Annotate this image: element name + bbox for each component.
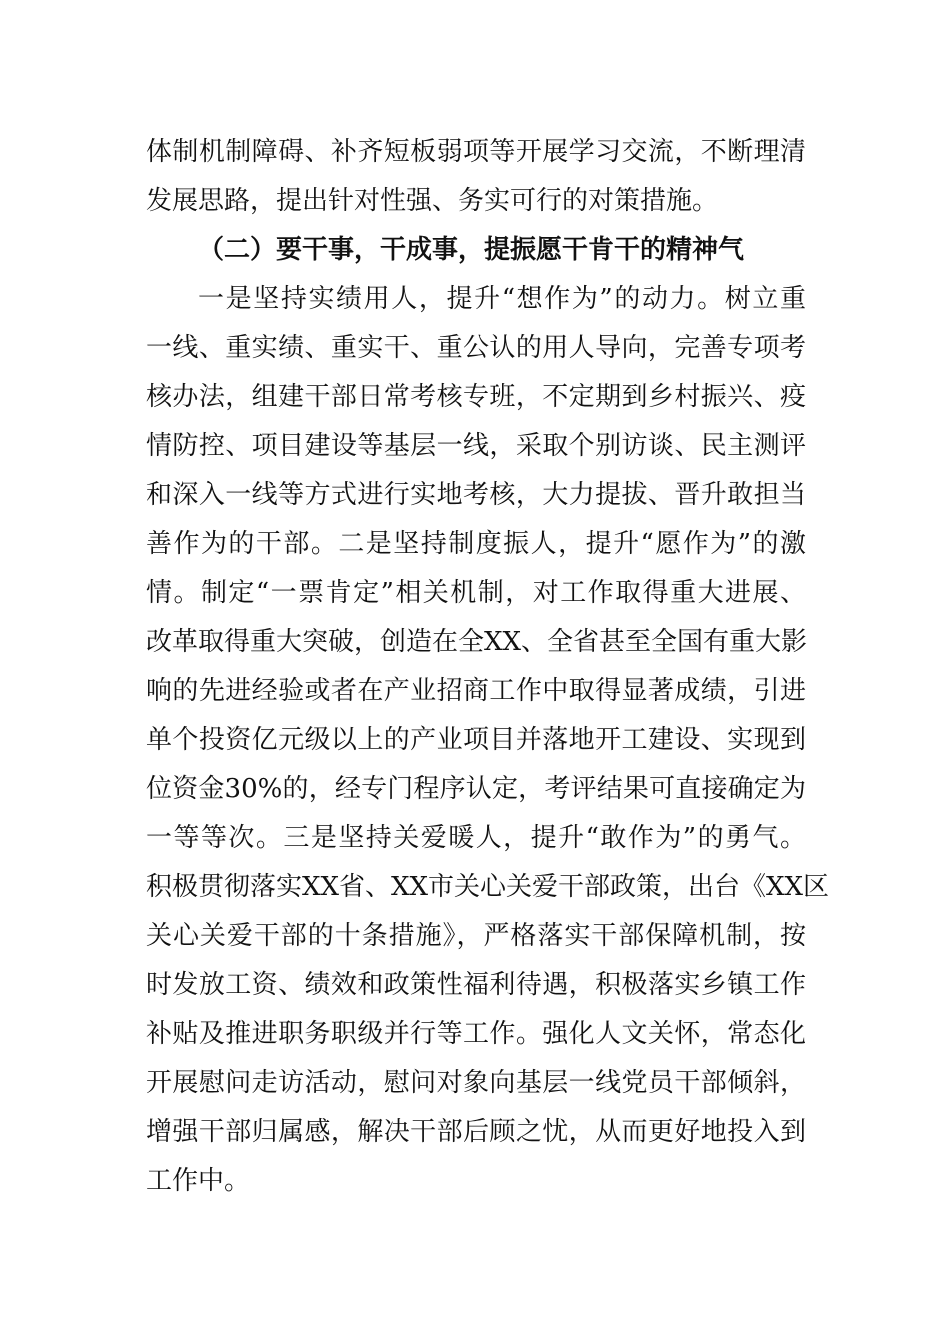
paragraph-line: 体制机制障碍、补齐短板弱项等开展学习交流，不断理清 (146, 137, 806, 167)
paragraph-line: 补贴及推进职务职级并行等工作。强化人文关怀，常态化 (146, 1019, 806, 1049)
paragraph-line: 响的先进经验或者在产业招商工作中取得显著成绩，引进 (146, 676, 806, 706)
paragraph-line: 一等等次。三是坚持关爱暖人，提升“敢作为”的勇气。 (146, 823, 806, 853)
section-heading: （二）要干事，干成事，提振愿干肯干的精神气 (198, 235, 745, 265)
paragraph-line: 单个投资亿元级以上的产业项目并落地开工建设、实现到 (146, 725, 806, 755)
paragraph-line: 一线、重实绩、重实干、重公认的用人导向，完善专项考 (146, 333, 806, 363)
paragraph-line: 积极贯彻落实XX省、XX市关心关爱干部政策，出台《XX区 (146, 872, 830, 902)
paragraph-line: 工作中。 (146, 1166, 251, 1196)
paragraph-line: 时发放工资、绩效和政策性福利待遇，积极落实乡镇工作 (146, 970, 806, 1000)
paragraph-line: 善作为的干部。二是坚持制度振人，提升“愿作为”的激 (146, 529, 806, 559)
paragraph-line: 情防控、项目建设等基层一线，采取个别访谈、民主测评 (146, 431, 806, 461)
paragraph-line: 开展慰问走访活动，慰问对象向基层一线党员干部倾斜， (146, 1068, 806, 1098)
paragraph-line: 发展思路，提出针对性强、务实可行的对策措施。 (146, 186, 719, 216)
paragraph-line: 和深入一线等方式进行实地考核，大力提拔、晋升敢担当 (146, 480, 806, 510)
paragraph-line: 增强干部归属感，解决干部后顾之忧，从而更好地投入到 (146, 1117, 806, 1147)
paragraph-line: 改革取得重大突破，创造在全XX、全省甚至全国有重大影 (146, 627, 808, 657)
paragraph-line: 核办法，组建干部日常考核专班，不定期到乡村振兴、疫 (146, 382, 806, 412)
paragraph-line: 一是坚持实绩用人，提升“想作为”的动力。树立重 (198, 284, 806, 314)
paragraph-line: 位资金30%的，经专门程序认定，考评结果可直接确定为 (146, 774, 806, 804)
paragraph-line: 关心关爱干部的十条措施》，严格落实干部保障机制，按 (146, 921, 806, 951)
paragraph-line: 情。制定“一票肯定”相关机制，对工作取得重大进展、 (146, 578, 806, 608)
